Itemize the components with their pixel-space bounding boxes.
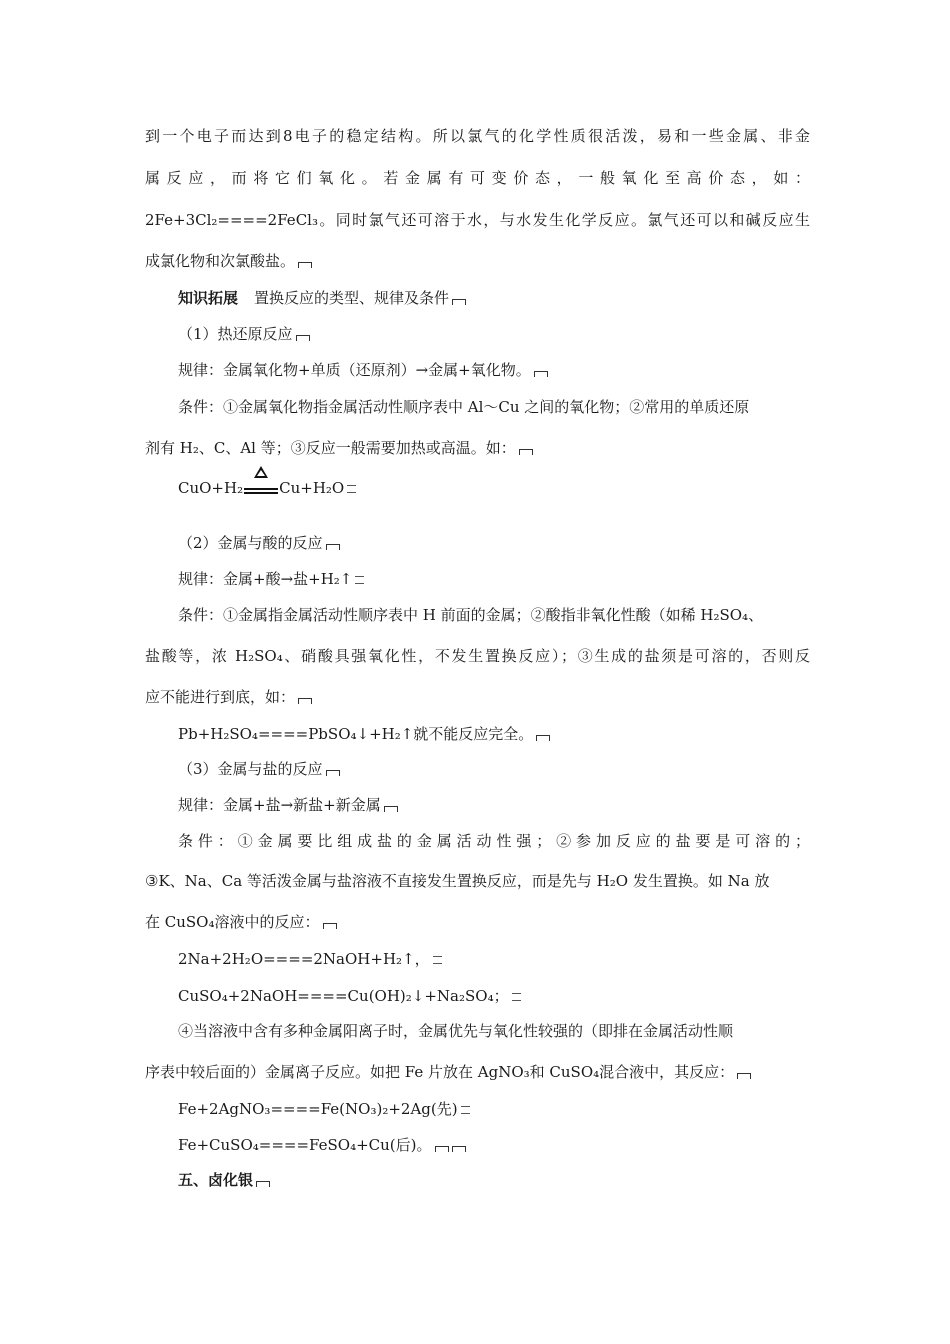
paragraph-mark-icon [384, 806, 398, 812]
section2-condition-line-3: 应不能进行到底，如： [145, 685, 810, 709]
section3-equation-3: Fe+2AgNO₃====Fe(NO₃)₂+2Ag(先) [178, 1097, 810, 1121]
section1-condition-line-2: 剂有 H₂、C、Al 等；③反应一般需要加热或高温。如： [145, 436, 810, 460]
knowledge-expansion [178, 286, 810, 310]
section3-equation-1: 2Na+2H₂O====2NaOH+H₂↑， [178, 947, 810, 971]
section1-equation: CuO+H₂ Cu+H₂O [178, 476, 810, 500]
intro-line-4: 成氯化物和次氯酸盐。 [145, 249, 810, 273]
section2-heading: （2）金属与酸的反应 [178, 531, 810, 555]
section3-equation-2: CuSO₄+2NaOH====Cu(OH)₂↓+Na₂SO₄； [178, 984, 810, 1008]
line-end-icon [433, 956, 442, 964]
section2-condition-line-2: 盐酸等，浓 H₂SO₄、硝酸具强氧化性，不发生置换反应）；③生成的盐须是可溶的，否则反 [145, 647, 810, 665]
section3-equation-4: Fe+CuSO₄====FeSO₄+Cu(后)。 [178, 1133, 810, 1157]
section2-condition-line-1: 条件：①金属指金属活动性顺序表中 H 前面的金属；②酸指非氧化性酸（如稀 H₂SO₄、 [178, 606, 764, 624]
section5-heading: 五、卤化银 [178, 1168, 810, 1192]
section2-equation: Pb+H₂SO₄====PbSO₄↓+H₂↑就不能反应完全。 [178, 722, 810, 746]
section1-heading: （1）热还原反应 [178, 322, 810, 346]
paragraph-mark-icon [519, 449, 533, 455]
section3-rule: 规律：金属+盐→新盐+新金属 [178, 793, 810, 817]
paragraph-mark-icon [296, 335, 310, 341]
intro-line-3: 2Fe+3Cl₂====2FeCl₃。同时氯气还可溶于水，与水发生化学反应。氯气还可以和碱反应生 [145, 211, 810, 229]
section3-heading: （3）金属与盐的反应 [178, 757, 810, 781]
paragraph-mark-icon [326, 544, 340, 550]
paragraph-mark-icon [536, 735, 550, 741]
section1-condition-line-1: 条件：①金属氧化物指金属活动性顺序表中 Al～Cu 之间的氧化物；②常用的单质还原 [178, 398, 750, 416]
section3-condition-line-2: ③K、Na、Ca 等活泼金属与盐溶液不直接发生置换反应，而是先与 H₂O 发生置换。如 Na 放 [145, 872, 770, 890]
line-end-icon [461, 1106, 470, 1114]
intro-line-2: 属反应，而将它们氧化。若金属有可变价态，一般氧化至高价态，如： [145, 169, 810, 187]
knowledge-title: 置换反应的类型、规律及条件 [254, 289, 450, 307]
paragraph-mark-icon [298, 262, 312, 268]
paragraph-mark-icon [435, 1146, 449, 1152]
heat-condition-icon [244, 476, 278, 500]
paragraph-mark-icon [452, 299, 466, 305]
section1-rule: 规律：金属氧化物+单质（还原剂）→金属+氧化物。 [178, 358, 810, 382]
line-end-icon [355, 576, 364, 584]
paragraph-mark-icon [323, 923, 337, 929]
paragraph-mark-icon [534, 371, 548, 377]
section3-condition-line-3: 在 CuSO₄溶液中的反应： [145, 910, 810, 934]
line-end-icon [347, 485, 356, 493]
paragraph-mark-icon [452, 1146, 466, 1152]
section3-note-line-2: 序表中较后面的）金属离子反应。如把 Fe 片放在 AgNO₃和 CuSO₄混合液中，其反应： [145, 1060, 810, 1084]
line-end-icon [512, 993, 521, 1001]
section3-note-line-1: ④当溶液中含有多种金属阳离子时，金属优先与氧化性较强的（即排在金属活动性顺 [178, 1022, 734, 1040]
paragraph-mark-icon [326, 770, 340, 776]
paragraph-mark-icon [298, 698, 312, 704]
section2-rule: 规律：金属+酸→盐+H₂↑ [178, 567, 810, 591]
knowledge-heading: 知识拓展 [178, 289, 239, 307]
paragraph-mark-icon [737, 1073, 751, 1079]
intro-line-1: 到一个电子而达到8电子的稳定结构。所以氯气的化学性质很活泼，易和一些金属、非金 [145, 127, 810, 145]
section3-condition-line-1: 条件：①金属要比组成盐的金属活动性强；②参加反应的盐要是可溶的； [178, 832, 810, 850]
paragraph-mark-icon [256, 1181, 270, 1187]
